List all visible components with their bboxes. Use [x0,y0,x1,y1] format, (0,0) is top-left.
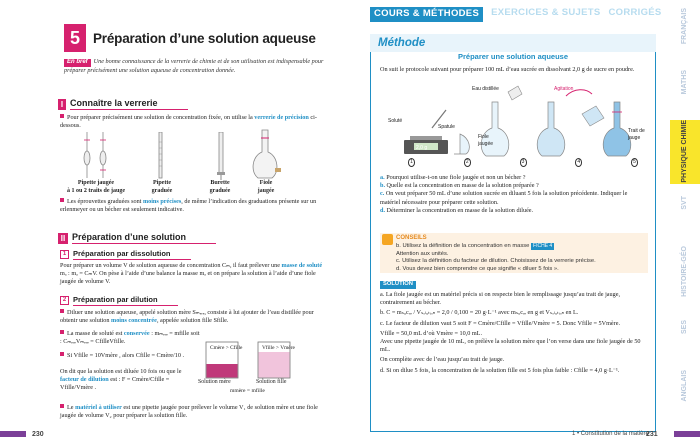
right-footer-chapter: 1 • Constitution de la matière [572,431,649,438]
procedure-figure [388,84,646,166]
right-page [350,0,700,448]
question-list [380,174,648,215]
side-tab-francais[interactable]: FRANÇAIS [681,8,689,45]
burette-icon [214,132,228,180]
answer-a: a. La fiole jaugée est un matériel précis si on respecte bien le remplissage jusqu’au trait de jauge, contrairement au bécher. [380,291,621,307]
glassware-label-pipette-graduee: Pipette graduée [151,180,173,194]
en-bref-box [64,58,326,86]
section-1-paragraph-2: Les éprouvettes graduées sont moins précises, de même l’indication des graduations présente sur un erlenmeyer ou un bécher est seulement indicative. [60,198,317,214]
beaker-mother-label: Solution mère [198,379,231,385]
subsection-1-heading: 1 Préparation par dissolution [60,249,191,260]
exercise-intro: On suit le protocole suivant pour préparer 100 mL d’eau sucrée en dissolvant 2,0 g de sucre en poudre. [380,66,635,73]
glassware-label-pipette-jaugee: Pipette jaugée à 1 ou 2 traits de jauge [67,180,125,194]
figure-label-eau-distillee: Eau distillée [472,86,499,92]
figure-label-trait-de-jauge: Trait de jauge [628,128,645,141]
exercise-title: Préparer une solution aqueuse [457,52,569,61]
dilution-factor-text: On dit que la solution est diluée 10 fois ou que le facteur de dilution est : F = Cmère/Cfille = Vfille/Vmère . [60,368,182,392]
answer-c-complete: On complète avec de l’eau jusqu’au trait de jauge. [380,356,505,364]
answer-list [380,291,648,375]
material-text: Le matériel à utiliser est une pipette jaugée pour prélever le volume V₁ de solution mère et une fiole jaugée de volume V₂ pour préparer la solution fille. [60,404,318,420]
figure-label-solute: Soluté [388,118,403,124]
subsection-2-heading: 2 Préparation par dilution [60,295,178,306]
conseils-box: CONSEILS b. Utilisez la définition de la concentration en masse FICHE 4 Attention aux unités. c. Utilisez la définition du facteur de dilution. Choisissez de la verrerie précise. d. Vous devez bien comprendre ce que signifie « diluer 5 fois ». [380,233,648,273]
balance-readout: 2,0 g [416,145,428,151]
answer-b: b. C = mₛᵤcᵣₑ / Vₛₒₗᵤₜᵢₒₙ = 2,0 / 0,100 = 20 g·L⁻¹ avec mₛᵤcᵣₑ en g et Vₛₒₗᵤₜᵢₒₙ en L. [380,309,579,317]
side-tab-maths[interactable]: MATHS [681,70,689,95]
question-b: b. Quelle est la concentration en masse de la solution préparée ? [380,182,539,190]
subsection-1-text: Pour préparer un volume V de solution aqueuse de concentration Cₘ, il faut prélever une masse de soluté mₐ : mₐ = CₘV. On pèse à l’aide d’une balance la masse mₐ et on prépare la solution à l’aide d’une fiole jaugée de volume V. [60,262,323,286]
figure-step-numbers: 1 2 3 4 5 [408,158,638,167]
tab-exercices-sujets[interactable]: EXERCICES & SUJETS [491,7,601,18]
thumbs-up-icon [382,234,393,245]
answer-d: d. Si on dilue 5 fois, la concentration de la solution fille est 5 fois plus faible : Cfille = 4,0 g·L⁻¹. [380,366,620,374]
mass-conserved-text: La masse de soluté est conservée : mₘₑᵣₑ = mfille soit : CₘₑᵣₑVₘₑᵣₑ = CfilleVfille. [60,330,200,346]
tab-corriges[interactable]: CORRIGÉS [608,7,662,18]
chapter-title: Préparation d’une solution aqueuse [93,31,316,46]
en-bref-tag: En bref [64,59,91,67]
glassware-label-fiole: Fiole jaugée [257,180,275,194]
beaker-mother-inequality: Cmère > Cfille [210,345,243,351]
figure-label-agitation: Agitation [554,86,574,92]
section-1-heading [58,98,188,110]
chapter-number: 5 [64,24,86,52]
subject-side-tabs [670,0,700,448]
beaker-daughter-label: Solution fille [256,379,287,385]
mass-equality: mmère = mfille [230,388,265,394]
fiche-reference[interactable]: FICHE 4 [533,242,553,249]
methode-title: Méthode [378,37,426,49]
section-2-number: II [58,233,68,244]
side-tab-physique-chimie[interactable]: PHYSIQUE CHIMIE [670,120,700,184]
side-tab-svt[interactable]: SVT [681,196,689,210]
section-1-title: Connaître la verrerie [70,98,188,111]
section-2-heading [58,232,216,244]
graduated-pipette-icon [154,132,168,180]
section-2-title: Préparation d’une solution [72,232,216,245]
en-bref-text: Une bonne connaissance de la verrerie de chimie et de son utilisation est indispensable pour préparer précisément une solution aqueuse de concentration donnée. [64,58,324,74]
answer-c-pipette: Avec une pipette jaugée de 10 mL, on prélève la solution mère que l’on verse dans une fiole jaugée de 50 mL. [380,337,641,354]
section-1-number: I [58,99,66,110]
solution-tag: SOLUTION [380,281,416,289]
answer-c-volumes: Vfille = 50,0 mL d’où Vmère = 10,0 mL. [380,329,483,337]
question-c: c. On veut préparer 50 mL d’une solution sucrée en diluant 5 fois la solution précédente. Indiquer le matériel nécessaire pour préparer cette solution. [380,190,628,206]
left-page-number: 230 [32,430,44,438]
question-a: a. Pourquoi utilise-t-on une fiole jaugée et non un bécher ? [380,174,526,181]
left-footer-bar [0,431,26,437]
side-tab-anglais[interactable]: ANGLAIS [681,370,689,402]
question-d: d. Déterminer la concentration en masse de la solution diluée. [380,206,534,214]
right-page-number: 231 [646,430,658,438]
answer-c: c. Le facteur de dilution vaut 5 soit F = Cmère/Cfille = Vfille/Vmère = 5. Donc Vfille = 5Vmère. [380,319,621,327]
side-tab-histoire-geo[interactable]: HISTOIRE-GÉO [681,246,689,297]
side-tab-ses[interactable]: SES [681,320,689,335]
subsection-2-text: Diluer une solution aqueuse, appelé solution mère Sₘₑᵣₑ, consiste à lui ajouter de l’eau distillée pour obtenir une solution moins concentrée, appelée solution fille Sfille. [60,309,314,325]
tab-cours-methodes[interactable]: COURS & MÉTHODES [370,7,483,22]
section-1-paragraph-1: Pour préparer précisément une solution de concentration fixée, on utilise la verrerie de précision ci-dessous. [60,114,317,130]
volumetric-pipette-icon [78,132,118,180]
section-tabs [370,7,662,22]
glassware-label-burette: Burette graduée [209,180,231,194]
dilution-example: Si Vfille = 10Vmère , alors Cfille = Cmère/10 . [60,352,200,360]
figure-label-fiole-jaugee: Fiole jaugée [478,134,494,147]
beaker-daughter-inequality: Vfille > Vmère [262,345,295,351]
volumetric-flask-icon [248,128,282,180]
figure-label-spatule: Spatule [438,124,455,130]
